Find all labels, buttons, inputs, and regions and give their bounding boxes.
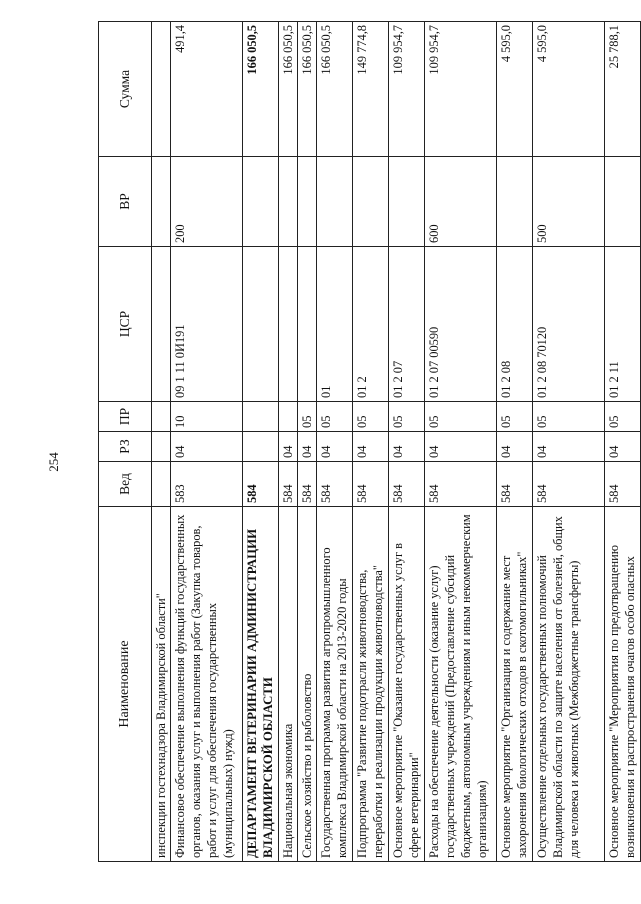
row-ved: 584 (605, 462, 641, 507)
row-ved: 584 (243, 462, 279, 507)
row-pr: 05 (317, 402, 353, 432)
row-rz (243, 432, 279, 462)
row-name: Расходы на обеспечение деятельности (оказание услуг) государственных учреждений (Предоставление субсидий бюджетным, автономным учреждениям и иным некоммерческим организациям) (425, 507, 497, 862)
table-row (243, 22, 279, 862)
row-rz: 04 (279, 432, 298, 462)
row-csr (298, 247, 317, 402)
budget-table (98, 21, 641, 862)
row-name: ДЕПАРТАМЕНТ ВЕТЕРИНАРИИ АДМИНИСТРАЦИИ ВЛАДИМИРСКОЙ ОБЛАСТИ (243, 507, 279, 862)
rotated-table-container (98, 22, 637, 862)
row-csr: 01 2 08 70120 (533, 247, 605, 402)
row-vr: 500 (533, 157, 605, 247)
row-name: Основное мероприятие "Мероприятия по предотвращению возникновения и распространения очагов особо опасных (605, 507, 641, 862)
row-rz: 04 (425, 432, 497, 462)
row-pr: 05 (353, 402, 389, 432)
row-name: Финансовое обеспечение выполнения функций государственных органов, оказания услуг и выполнения работ (Закупка товаров, работ и услуг для обеспечения государственных (муниципальных) нужд) (171, 507, 243, 862)
table-row (533, 22, 605, 862)
row-ved: 584 (497, 462, 533, 507)
row-sum: 166 050,5 (279, 22, 298, 157)
row-pr: 05 (605, 402, 641, 432)
row-sum: 491,4 (171, 22, 243, 157)
row-ved: 584 (298, 462, 317, 507)
row-ved: 584 (353, 462, 389, 507)
row-vr (389, 157, 425, 247)
row-vr (317, 157, 353, 247)
header-rz: РЗ (99, 432, 152, 462)
row-vr (243, 157, 279, 247)
row-csr: 01 2 08 (497, 247, 533, 402)
row-ved: 584 (279, 462, 298, 507)
row-sum: 166 050,5 (317, 22, 353, 157)
table-row (298, 22, 317, 862)
row-csr (152, 247, 171, 402)
header-sum: Сумма (99, 22, 152, 157)
table-row (279, 22, 298, 862)
row-pr (243, 402, 279, 432)
row-vr (497, 157, 533, 247)
row-ved: 584 (425, 462, 497, 507)
row-rz: 04 (353, 432, 389, 462)
row-name: Осуществление отдельных государственных полномочий Владимирской области по защите населения от болезней, общих для человека и животных (Межбюджетные трансферты) (533, 507, 605, 862)
row-vr: 600 (425, 157, 497, 247)
row-pr: 05 (533, 402, 605, 432)
page-number: 254 (46, 452, 61, 472)
row-rz: 04 (389, 432, 425, 462)
row-sum: 149 774,8 (353, 22, 389, 157)
header-ved: Вед (99, 462, 152, 507)
row-csr: 01 2 (353, 247, 389, 402)
row-pr: 05 (497, 402, 533, 432)
row-sum: 4 595,0 (533, 22, 605, 157)
row-name: Государственная программа развития агропромышленного комплекса Владимирской области на 2013-2020 годы (317, 507, 353, 862)
table-row (353, 22, 389, 862)
header-pr: ПР (99, 402, 152, 432)
row-name: Национальная экономика (279, 507, 298, 862)
row-vr (152, 157, 171, 247)
row-rz: 04 (497, 432, 533, 462)
row-ved (152, 462, 171, 507)
row-sum (152, 22, 171, 157)
header-csr: ЦСР (99, 247, 152, 402)
row-vr (298, 157, 317, 247)
header-row (99, 22, 152, 862)
header-name: Наименование (99, 507, 152, 862)
row-sum: 109 954,7 (389, 22, 425, 157)
header-vr: ВР (99, 157, 152, 247)
row-pr (152, 402, 171, 432)
row-rz: 04 (171, 432, 243, 462)
row-csr: 01 2 07 00590 (425, 247, 497, 402)
row-csr (279, 247, 298, 402)
row-rz: 04 (533, 432, 605, 462)
row-name: Основное мероприятие "Оказание государственных услуг в сфере ветеринарии" (389, 507, 425, 862)
table-row (171, 22, 243, 862)
row-rz (152, 432, 171, 462)
row-sum: 166 050,5 (243, 22, 279, 157)
table-row (389, 22, 425, 862)
row-csr: 09 1 11 0И191 (171, 247, 243, 402)
row-pr: 10 (171, 402, 243, 432)
table-row (317, 22, 353, 862)
row-csr: 01 (317, 247, 353, 402)
table-row (497, 22, 533, 862)
row-vr (279, 157, 298, 247)
row-vr: 200 (171, 157, 243, 247)
row-name: Сельское хозяйство и рыболовство (298, 507, 317, 862)
row-name: инспекции гостехнадзора Владимирской области" (152, 507, 171, 862)
row-ved: 584 (317, 462, 353, 507)
row-ved: 583 (171, 462, 243, 507)
row-name: Подпрограмма "Развитие подотрасли животноводства, переработки и реализации продукции животноводства" (353, 507, 389, 862)
table-row (152, 22, 171, 862)
row-rz: 04 (605, 432, 641, 462)
row-pr: 05 (389, 402, 425, 432)
row-sum: 25 788,1 (605, 22, 641, 157)
row-name: Основное мероприятие "Организация и содержание мест захоронения биологических отходов в скотомогильниках" (497, 507, 533, 862)
row-csr: 01 2 11 (605, 247, 641, 402)
row-sum: 109 954,7 (425, 22, 497, 157)
row-pr (279, 402, 298, 432)
row-rz: 04 (317, 432, 353, 462)
row-ved: 584 (389, 462, 425, 507)
row-pr: 05 (298, 402, 317, 432)
row-sum: 166 050,5 (298, 22, 317, 157)
row-pr: 05 (425, 402, 497, 432)
row-rz: 04 (298, 432, 317, 462)
row-ved: 584 (533, 462, 605, 507)
row-csr: 01 2 07 (389, 247, 425, 402)
row-vr (353, 157, 389, 247)
row-vr (605, 157, 641, 247)
table-row (605, 22, 641, 862)
row-csr (243, 247, 279, 402)
table-row (425, 22, 497, 862)
row-sum: 4 595,0 (497, 22, 533, 157)
